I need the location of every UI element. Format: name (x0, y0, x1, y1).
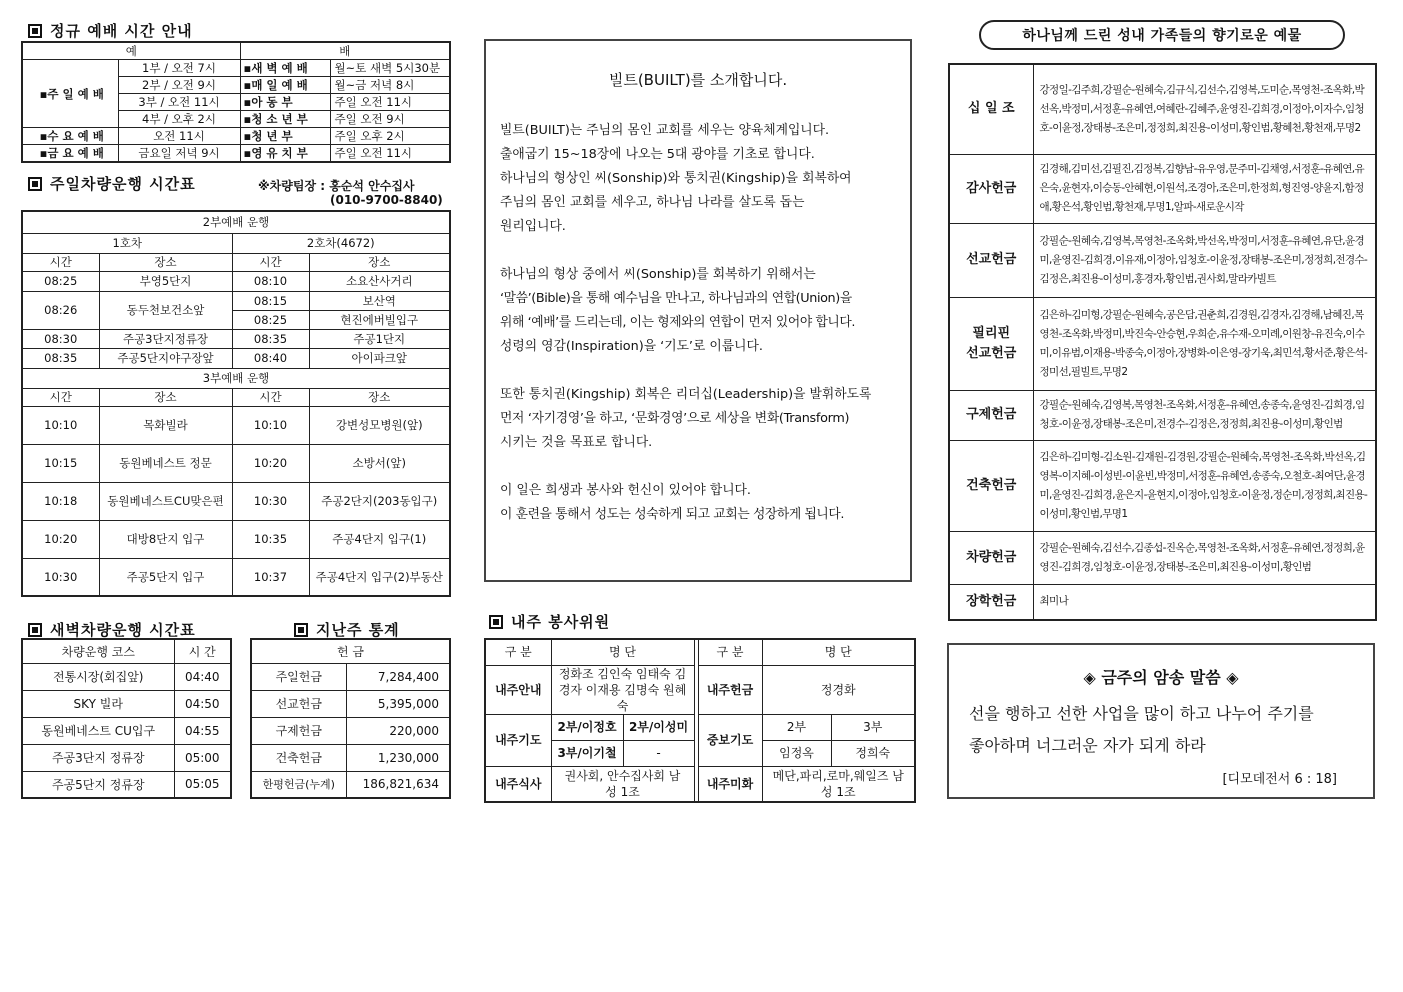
stats-amount: 1,230,000 (346, 744, 450, 771)
dawn-worship-time: 월~토 새벽 5시30분 (330, 60, 450, 77)
third-time: 10:35 (232, 520, 309, 558)
third-time: 10:18 (22, 482, 99, 520)
memory-verse-title: ◈ 금주의 암송 말씀 ◈ (1083, 668, 1239, 687)
car2-time: 08:25 (232, 310, 309, 329)
intercession-2nd-header: 2부 (762, 714, 831, 740)
offering-category: 구제헌금 (949, 390, 1033, 440)
kindergarten-label: ▪영 유 치 부 (240, 145, 330, 163)
third-time: 10:10 (22, 406, 99, 444)
third-time: 10:37 (232, 558, 309, 596)
dawn-bus-section-title: 새벽차량운행 시간표 (28, 619, 196, 640)
offering-category: 십 일 조 (949, 64, 1033, 154)
third-time: 10:15 (22, 444, 99, 482)
built-p1: 빌트(BUILT)는 주님의 몸인 교회를 세우는 양육체계입니다. 출애굽기 15~18장에 나오는 5대 광야를 기초로 합니다. 하나님의 형상인 씨(Sonship)와 통치권(Kingship)을 회복하여 주님의 몸인 교회를 세우고, 하나님 나라를 살도록 돕는 원리입니다. (500, 123, 852, 234)
built-title: 빌트(BUILT)를 소개합니다. (608, 71, 788, 89)
built-p4: 이 일은 희생과 봉사와 헌신이 있어야 합니다. 이 훈련을 통해서 성도는 성숙하게 되고 교회는 성장하게 됩니다. (500, 483, 845, 522)
car1-time: 08:35 (22, 348, 99, 368)
built-body (500, 119, 910, 527)
sunday-service-1: 1부 / 오전 7시 (118, 60, 240, 77)
sunday-service-3: 3부 / 오전 11시 (118, 94, 240, 111)
memory-verse-box (947, 643, 1375, 799)
dawn-course: 주공5단지 정류장 (22, 771, 174, 798)
offering-names: 최미나 (1033, 584, 1376, 620)
youth-label: ▪청 소 년 부 (240, 111, 330, 128)
square-bullet-icon (28, 24, 42, 38)
bus-manager-phone: (010-9700-8840) (330, 193, 443, 207)
car2-place: 아이파크앞 (309, 348, 450, 368)
stats-label: 선교헌금 (251, 690, 346, 717)
built-p2: 하나님의 형상 중에서 씨(Sonship)를 회복하기 위해서는 ‘말씀’(Bible)을 통해 예수님을 만나고, 하나님과의 연합(Union)을 위해 ‘예배’를 드리는데, 이는 형제와의 연합이 먼저 있어야 합니다. 성령의 영감(Inspiration)을 ‘기도’로 이룹니다. (500, 267, 856, 354)
third-time: 10:30 (232, 482, 309, 520)
third-place: 강변성모병원(앞) (309, 406, 450, 444)
col-names: 명 단 (551, 639, 694, 665)
built-intro-box (484, 39, 912, 582)
young-adult-time: 주일 오후 2시 (330, 128, 450, 145)
service-section-title: 내주 봉사위원 (489, 611, 610, 632)
stats-label: 주일헌금 (251, 663, 346, 690)
children-time: 주일 오전 11시 (330, 94, 450, 111)
friday-time: 금요일 저녁 9시 (118, 145, 240, 163)
car1-place: 주공5단지야구장앞 (99, 348, 232, 368)
third-place: 소방서(앞) (309, 444, 450, 482)
offering-category: 차량헌금 (949, 531, 1033, 584)
stats-header: 헌 금 (251, 639, 450, 663)
meal-names: 권사회, 안수집사회 남성 1조 (551, 766, 694, 802)
stats-amount: 186,821,634 (346, 771, 450, 798)
worship-header-left: 예 (22, 42, 240, 60)
intercession-label: 중보기도 (698, 714, 762, 766)
prayer-3rd-b: - (623, 740, 694, 766)
third-place: 주공2단지(203동입구) (309, 482, 450, 520)
third-service-bus-header: 3부예배 운행 (22, 368, 450, 388)
dawn-course: 전통시장(회집앞) (22, 663, 174, 690)
third-place: 목화빌라 (99, 406, 232, 444)
prayer-2nd-b: 2부/이성미 (623, 714, 694, 740)
offering-names: 강필순-원혜숙,김선수,김종섭-진옥순,목영천-조옥화,서정훈-유혜연,정정희,윤영진-김희경,임청호-이윤정,장태봉-조은미,최진용-이성미,황인범 (1033, 531, 1376, 584)
col-course: 차량운행 코스 (22, 639, 174, 663)
offering-names: 김은하-김미형,강필순-원혜숙,공은담,권춘희,김경원,김경자,김경해,남혜진,목영천-조옥화,박정미,박진숙-안승현,우희순,유수재-오미례,이원창-유진숙,이수미,이유범,이재용-박종숙,이정아,장병화-이은영-장기욱,최민석,황서준,황은석-정미선,필빌트,무명2 (1033, 297, 1376, 390)
guide-label: 내주안내 (485, 665, 551, 714)
offerings-table (948, 63, 1377, 621)
meal-label: 내주식사 (485, 766, 551, 802)
offering-category: 감사헌금 (949, 154, 1033, 223)
stats-amount: 220,000 (346, 717, 450, 744)
offering-category: 선교헌금 (949, 223, 1033, 297)
daily-worship-time: 월~금 저녁 8시 (330, 77, 450, 94)
car1-time: 08:25 (22, 271, 99, 291)
third-time: 10:20 (232, 444, 309, 482)
bus-manager: ※차량팀장 : 홍순석 안수집사 (258, 179, 415, 193)
dawn-time: 04:40 (174, 663, 231, 690)
third-place: 주공5단지 입구 (99, 558, 232, 596)
car2-time: 08:35 (232, 329, 309, 348)
worship-section-title: 정규 예배 시간 안내 (28, 20, 193, 41)
stats-label: 구제헌금 (251, 717, 346, 744)
offering-names: 정경화 (762, 665, 915, 714)
col-time: 시간 (22, 388, 99, 406)
offering-label: 내주헌금 (698, 665, 762, 714)
friday-label: ▪금 요 예 배 (22, 145, 118, 163)
offering-category: 장학헌금 (949, 584, 1033, 620)
kindergarten-time: 주일 오전 11시 (330, 145, 450, 163)
third-time: 10:10 (232, 406, 309, 444)
dawn-worship-label: ▪새 벽 예 배 (240, 60, 330, 77)
dawn-course: SKY 빌라 (22, 690, 174, 717)
col-time: 시간 (232, 253, 309, 271)
stats-label: 건축헌금 (251, 744, 346, 771)
third-time: 10:30 (22, 558, 99, 596)
col-category: 구 분 (698, 639, 762, 665)
car1-place: 동두천보건소앞 (99, 291, 232, 329)
col-place: 장소 (309, 253, 450, 271)
offering-names: 김은하-김미형-김소원-김재원-김경원,강필순-원혜숙,목영천-조옥화,박선옥,김영복-이지혜-이성빈-이윤빈,박정미,서정훈-유혜연,송종숙,오철호-최여단,윤경미,윤영진-김희경,윤은지-윤현지,이정아,임청호-이윤정,정순미,정정희,최진용-이성미,황인범,무명1 (1033, 440, 1376, 531)
sunday-bus-section-title: 주일차량운행 시간표 (28, 173, 196, 194)
square-bullet-icon (28, 177, 42, 191)
memory-verse-line2: 좋아하며 너그러운 자가 되게 하라 (969, 736, 1206, 755)
intercession-3rd-header: 3부 (831, 714, 915, 740)
offering-category: 필리핀 선교헌금 (949, 297, 1033, 390)
worship-header-right: 배 (240, 42, 450, 60)
col-names: 명 단 (762, 639, 915, 665)
sunday-bus-table (21, 210, 451, 597)
square-bullet-icon (28, 623, 42, 637)
offering-category: 건축헌금 (949, 440, 1033, 531)
square-bullet-icon (294, 623, 308, 637)
third-place: 주공4단지 입구(2)부동산 (309, 558, 450, 596)
car1-header: 1호차 (22, 233, 232, 253)
dawn-course: 동원베네스트 CU입구 (22, 717, 174, 744)
car1-place: 주공3단지정류장 (99, 329, 232, 348)
prayer-2nd: 2부/이정호 (551, 714, 623, 740)
col-category: 구 분 (485, 639, 551, 665)
car2-place: 주공1단지 (309, 329, 450, 348)
intercession-3rd: 정희숙 (831, 740, 915, 766)
car1-time: 08:26 (22, 291, 99, 329)
service-table (484, 638, 916, 803)
wednesday-label: ▪수 요 예 배 (22, 128, 118, 145)
dawn-time: 04:50 (174, 690, 231, 717)
prayer-3rd: 3부/이기철 (551, 740, 623, 766)
offering-names: 김경해,김미선,김필진,김정복,김향남-유우영,문주미-김채영,서정훈-유혜연,유은숙,윤현자,이승동-안혜현,이원석,조경아,조은미,한정희,형진영-양윤지,함정애,황은석,황인범,황천재,무명1,알파-새로운시작 (1033, 154, 1376, 223)
third-place: 주공4단지 입구(1) (309, 520, 450, 558)
car1-place: 부영5단지 (99, 271, 232, 291)
dawn-time: 04:55 (174, 717, 231, 744)
offerings-title: 하나님께 드린 성내 가족들의 향기로운 예물 (979, 20, 1345, 50)
square-bullet-icon (489, 615, 503, 629)
memory-verse-reference: [디모데전서 6 : 18] (1222, 772, 1337, 787)
youth-time: 주일 오전 9시 (330, 111, 450, 128)
stats-amount: 7,284,400 (346, 663, 450, 690)
second-service-bus-header: 2부예배 운행 (22, 211, 450, 233)
dawn-time: 05:05 (174, 771, 231, 798)
prayer-label: 내주기도 (485, 714, 551, 766)
sunday-label: ▪주 일 예 배 (22, 60, 118, 128)
car2-place: 소요산사거리 (309, 271, 450, 291)
col-place: 장소 (309, 388, 450, 406)
offering-names: 강필순-원혜숙,김영복,목영천-조옥화,서정훈-유혜연,송종숙,윤영진-김희경,임청호-이윤정,장태봉-조은미,전경수-김정은,정정희,최진용-이성미,황인범 (1033, 390, 1376, 440)
col-time: 시간 (22, 253, 99, 271)
third-place: 동원베네스트 정문 (99, 444, 232, 482)
car2-time: 08:15 (232, 291, 309, 310)
memory-verse-line1: 선을 행하고 선한 사업을 많이 하고 나누어 주기를 (969, 704, 1314, 723)
third-place: 대방8단지 입구 (99, 520, 232, 558)
intercession-2nd: 임정옥 (762, 740, 831, 766)
sunday-service-4: 4부 / 오후 2시 (118, 111, 240, 128)
car1-time: 08:30 (22, 329, 99, 348)
sunday-service-2: 2부 / 오전 9시 (118, 77, 240, 94)
offering-names: 강정일-김주희,강필순-원혜숙,김규식,김선수,김영복,도미순,목영천-조옥화,박선옥,박정미,서정훈-유혜연,여혜란-김혜주,윤영진-김희경,이정아,이자수,임청호-이윤정,장태봉-조은미,정정희,최진용-이성미,황인범,황혜천,황천재,무명2 (1033, 64, 1376, 154)
stats-amount: 5,395,000 (346, 690, 450, 717)
car2-place: 현진에버빌입구 (309, 310, 450, 329)
col-time: 시간 (232, 388, 309, 406)
col-time: 시 간 (174, 639, 231, 663)
stats-label: 한평헌금(누계) (251, 771, 346, 798)
worship-schedule-table (21, 41, 451, 163)
guide-names: 정화조 김인숙 임태숙 김경자 이재용 김명숙 원혜숙 (551, 665, 694, 714)
children-label: ▪아 동 부 (240, 94, 330, 111)
stats-table (250, 638, 451, 799)
col-place: 장소 (99, 253, 232, 271)
third-time: 10:20 (22, 520, 99, 558)
daily-worship-label: ▪매 일 예 배 (240, 77, 330, 94)
wednesday-time: 오전 11시 (118, 128, 240, 145)
stats-section-title: 지난주 통계 (294, 619, 400, 640)
col-place: 장소 (99, 388, 232, 406)
dawn-bus-table (21, 638, 232, 799)
young-adult-label: ▪청 년 부 (240, 128, 330, 145)
cleaning-label: 내주미화 (698, 766, 762, 802)
third-place: 동원베네스트CU맞은편 (99, 482, 232, 520)
dawn-time: 05:00 (174, 744, 231, 771)
car2-place: 보산역 (309, 291, 450, 310)
offering-names: 강필순-원혜숙,김영복,목영천-조옥화,박선옥,박정미,서정훈-유혜연,유단,윤경미,윤영진-김희경,이유재,이정아,임청호-이윤정,장태봉-조은미,정정희,전경수-김정은,최진용-이성미,홍경자,황인범,권사회,말라카빌트 (1033, 223, 1376, 297)
dawn-course: 주공3단지 정류장 (22, 744, 174, 771)
car2-time: 08:10 (232, 271, 309, 291)
car2-time: 08:40 (232, 348, 309, 368)
car2-header: 2호차(4672) (232, 233, 450, 253)
built-p3: 또한 통치권(Kingship) 회복은 리더십(Leadership)을 발휘하도록 먼저 ‘자기경영’을 하고, ‘문화경영’으로 세상을 변화(Transform) 시키는 것을 목표로 합니다. (500, 387, 872, 450)
cleaning-names: 메단,파리,로마,웨일즈 남성 1조 (762, 766, 915, 802)
